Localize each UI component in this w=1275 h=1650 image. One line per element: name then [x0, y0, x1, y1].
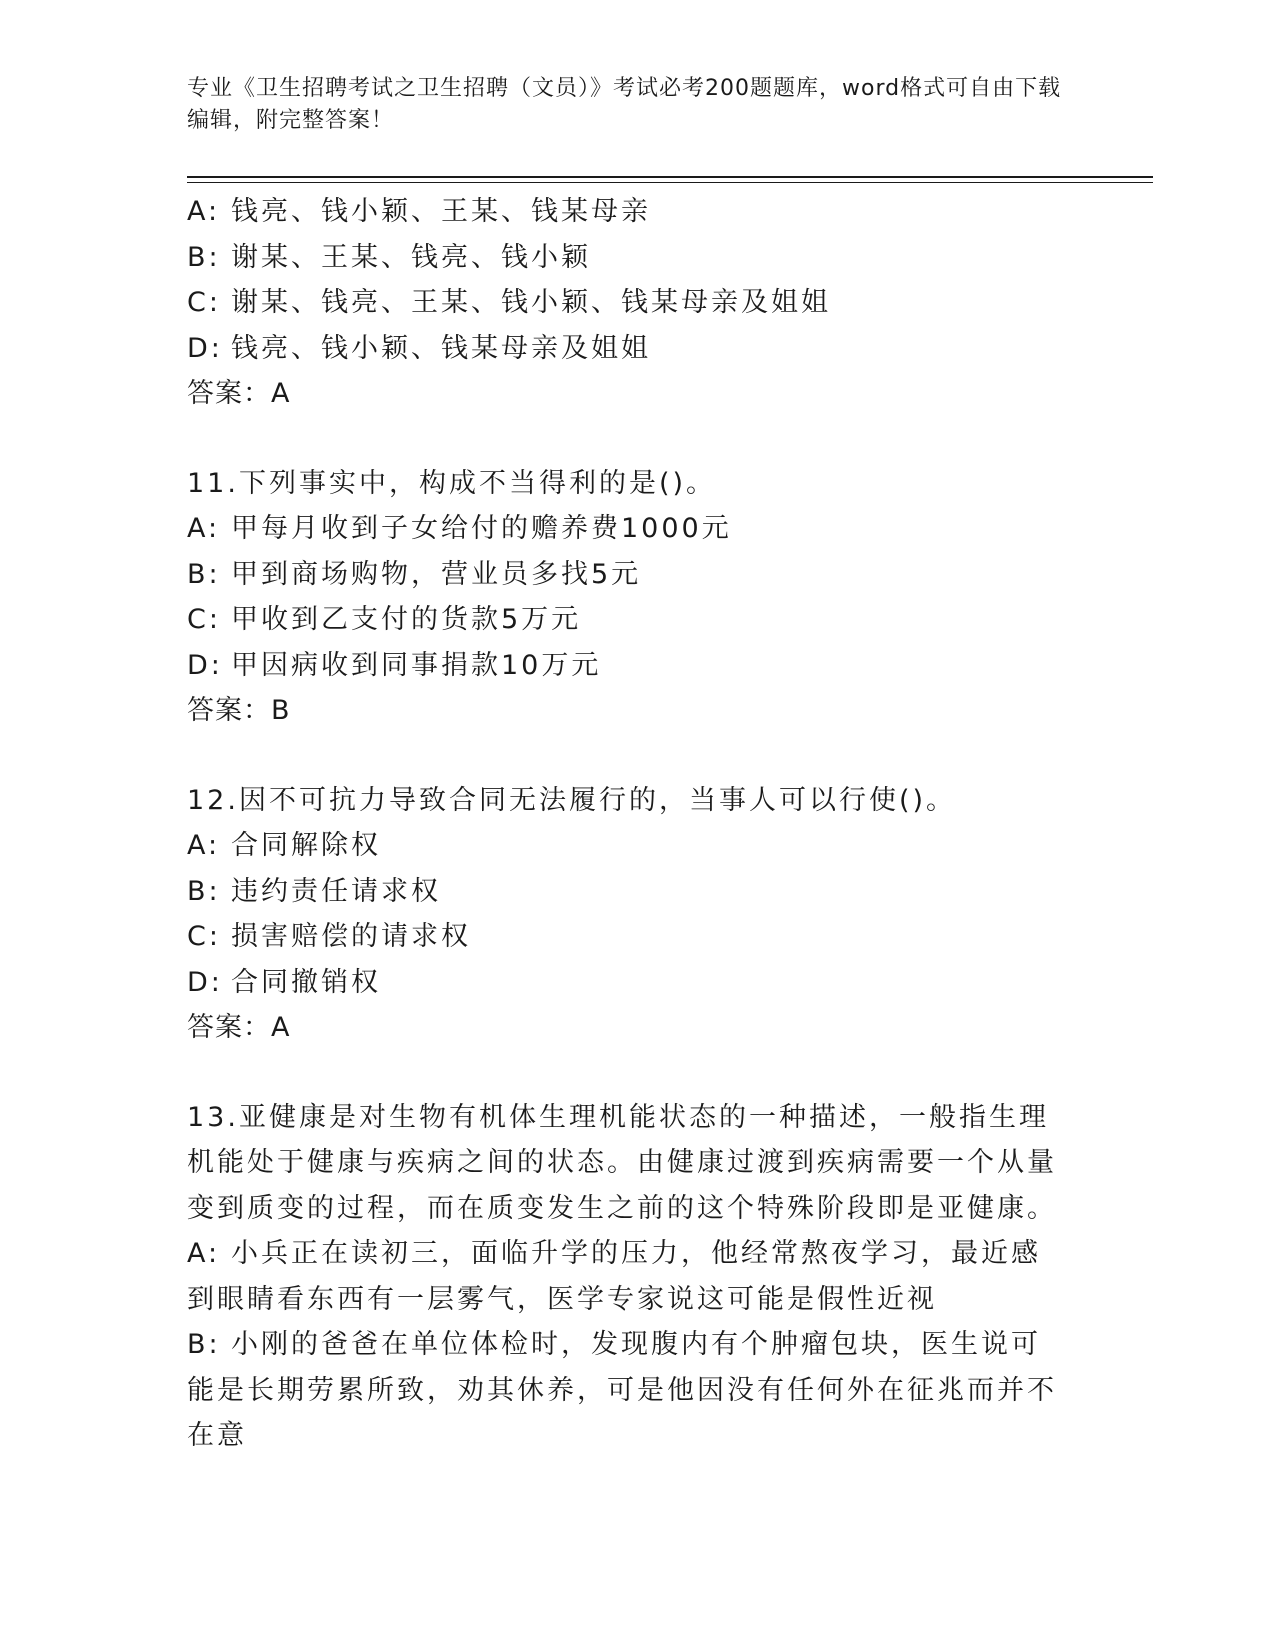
question-text: 11.下列事实中，构成不当得利的是()。 — [187, 467, 717, 499]
question-block-12 — [187, 778, 1067, 1051]
option-letter: C: — [187, 921, 221, 952]
option-a — [187, 506, 1067, 552]
option-letter: B: — [187, 241, 221, 273]
option-c — [187, 914, 1067, 960]
option-text: 钱亮、钱小颖、钱某母亲及姐姐 — [231, 332, 651, 364]
option-a — [187, 189, 1067, 235]
option-b — [187, 552, 1067, 598]
option-text: 合同解除权 — [231, 830, 381, 861]
question-block-11 — [187, 461, 1067, 734]
option-c — [187, 280, 1067, 326]
option-text: 小兵正在读初三，面临升学的压力，他经常熬夜学习，最近感到眼睛看东西有一层雾气，医学专家说这可能是假性近视 — [187, 1238, 1041, 1315]
option-a — [187, 823, 1067, 869]
option-text: 甲每月收到子女给付的赡养费1000元 — [231, 513, 732, 544]
option-letter: A: — [187, 830, 221, 861]
option-letter: C: — [187, 604, 221, 635]
document-header: 专业《卫生招聘考试之卫生招聘（文员）》考试必考200题题库，word格式可自由下载编辑，附完整答案！ — [187, 76, 1062, 133]
header-divider-thin — [187, 182, 1153, 183]
option-a — [187, 1231, 1067, 1322]
option-text: 谢某、钱亮、王某、钱小颖、钱某母亲及姐姐 — [231, 287, 831, 318]
answer-line: 答案：B — [187, 695, 291, 726]
option-b — [187, 869, 1067, 915]
option-text: 违约责任请求权 — [231, 875, 441, 907]
option-c — [187, 597, 1067, 643]
option-letter: D: — [187, 332, 223, 364]
option-d — [187, 960, 1067, 1006]
spacer — [187, 1051, 1067, 1095]
option-letter: A: — [187, 1238, 221, 1269]
option-text: 小刚的爸爸在单位体检时，发现腹内有个肿瘤包块，医生说可能是长期劳累所致，劝其休养，可是他因没有任何外在征兆而并不在意 — [187, 1329, 1057, 1451]
spacer — [187, 417, 1067, 461]
option-letter: A: — [187, 513, 221, 544]
option-letter: D: — [187, 649, 223, 681]
option-d — [187, 643, 1067, 689]
option-text: 钱亮、钱小颖、王某、钱某母亲 — [231, 196, 651, 227]
question-block-13 — [187, 1095, 1067, 1459]
question-list — [187, 189, 1067, 1459]
option-b — [187, 235, 1067, 281]
option-b — [187, 1322, 1067, 1459]
question-block-10 — [187, 189, 1067, 417]
answer-line: 答案：A — [187, 1012, 291, 1043]
option-d — [187, 326, 1067, 372]
option-letter: B: — [187, 875, 221, 907]
option-letter: D: — [187, 966, 223, 998]
spacer — [187, 734, 1067, 778]
header-divider-thick — [187, 176, 1153, 178]
option-text: 甲到商场购物，营业员多找5元 — [231, 558, 642, 590]
option-text: 损害赔偿的请求权 — [231, 921, 471, 952]
option-letter: A: — [187, 196, 221, 227]
question-text: 13.亚健康是对生物有机体生理机能状态的一种描述，一般指生理机能处于健康与疾病之间的状态。由健康过渡到疾病需要一个从量变到质变的过程，而在质变发生之前的这个特殊阶段即是亚健康。 — [187, 1101, 1057, 1224]
option-text: 甲因病收到同事捐款10万元 — [231, 649, 602, 681]
option-letter: B: — [187, 558, 221, 590]
option-text: 甲收到乙支付的货款5万元 — [231, 604, 582, 635]
option-letter: C: — [187, 287, 221, 318]
question-text: 12.因不可抗力导致合同无法履行的，当事人可以行使()。 — [187, 784, 957, 816]
option-text: 谢某、王某、钱亮、钱小颖 — [231, 241, 591, 273]
option-text: 合同撤销权 — [231, 966, 381, 998]
option-letter: B: — [187, 1329, 221, 1360]
answer-line: 答案：A — [187, 378, 291, 409]
